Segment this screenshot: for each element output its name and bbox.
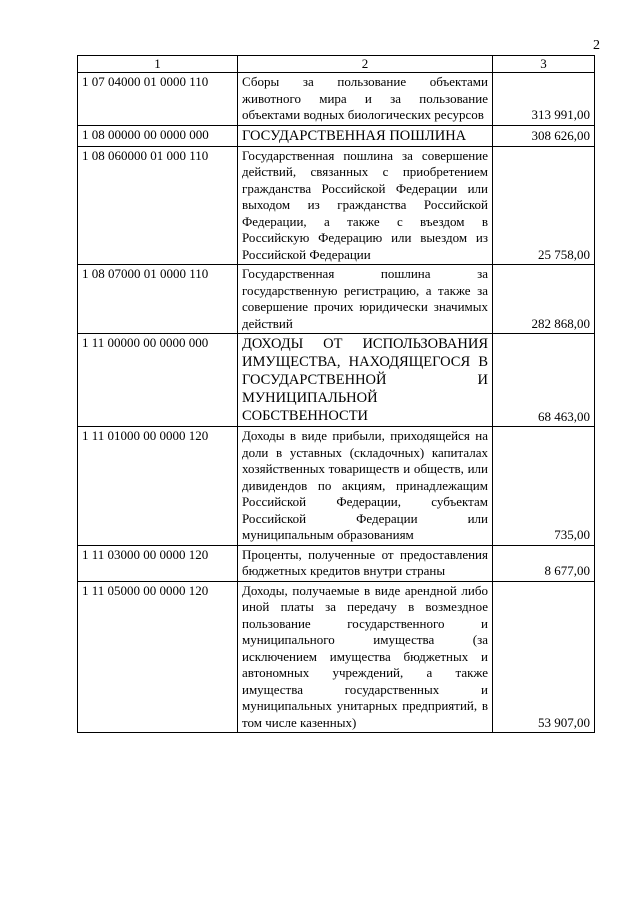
- row-amount: 282 868,00: [493, 265, 595, 334]
- table-row: [78, 125, 595, 146]
- row-name: Государственная пошлина за совершение действий, связанных с приобретением гражданства Российской Федерации или выходом из гражданства Российской Федерации, а также с въездом в Российскую Федерацию или выездом из Российской Федерации: [238, 146, 493, 265]
- row-code: 1 08 00000 00 0000 000: [78, 125, 238, 146]
- row-amount: 53 907,00: [493, 581, 595, 733]
- table-row: [78, 581, 595, 733]
- page-number: 2: [593, 38, 600, 53]
- row-name: ГОСУДАРСТВЕННАЯ ПОШЛИНА: [238, 125, 493, 146]
- table-row: [78, 265, 595, 334]
- row-name: ДОХОДЫ ОТ ИСПОЛЬЗОВАНИЯ ИМУЩЕСТВА, НАХОДЯЩЕГОСЯ В ГОСУДАРСТВЕННОЙ И МУНИЦИПАЛЬНОЙ СОБСТВЕННОСТИ: [238, 334, 493, 427]
- table-row: [78, 334, 595, 427]
- row-name: Сборы за пользование объектами животного мира и за пользование объектами водных биологических ресурсов: [238, 73, 493, 126]
- row-code: 1 11 03000 00 0000 120: [78, 545, 238, 581]
- table-row: [78, 146, 595, 265]
- row-amount: 313 991,00: [493, 73, 595, 126]
- row-code: 1 11 01000 00 0000 120: [78, 427, 238, 546]
- row-code: 1 11 00000 00 0000 000: [78, 334, 238, 427]
- column-header-name: 2: [238, 56, 493, 73]
- row-name: Доходы в виде прибыли, приходящейся на доли в уставных (складочных) капиталах хозяйственных товариществ и обществ, или дивидендов по акциям, принадлежащим Российской Федерации, субъектам Российской Федерации или муниципальным образованиям: [238, 427, 493, 546]
- row-amount: 308 626,00: [493, 125, 595, 146]
- row-amount: 8 677,00: [493, 545, 595, 581]
- column-header-code: 1: [78, 56, 238, 73]
- row-amount: 735,00: [493, 427, 595, 546]
- row-name: Государственная пошлина за государственную регистрацию, а также за совершение прочих юридически значимых действий: [238, 265, 493, 334]
- row-amount: 68 463,00: [493, 334, 595, 427]
- row-name: Проценты, полученные от предоставления бюджетных кредитов внутри страны: [238, 545, 493, 581]
- row-code: 1 08 060000 01 000 110: [78, 146, 238, 265]
- row-amount: 25 758,00: [493, 146, 595, 265]
- row-code: 1 07 04000 01 0000 110: [78, 73, 238, 126]
- table-row: [78, 73, 595, 126]
- row-code: 1 08 07000 01 0000 110: [78, 265, 238, 334]
- row-name: Доходы, получаемые в виде арендной либо иной платы за передачу в возмездное пользование государственного и муниципального имущества (за исключением имущества бюджетных и автономных учреждений, а также имущества государственных и муниципальных унитарных предприятий, в том числе казенных): [238, 581, 493, 733]
- row-code: 1 11 05000 00 0000 120: [78, 581, 238, 733]
- table-row: [78, 545, 595, 581]
- column-header-amount: 3: [493, 56, 595, 73]
- budget-revenue-table: [77, 55, 595, 733]
- table-header-row: [78, 56, 595, 73]
- table-row: [78, 427, 595, 546]
